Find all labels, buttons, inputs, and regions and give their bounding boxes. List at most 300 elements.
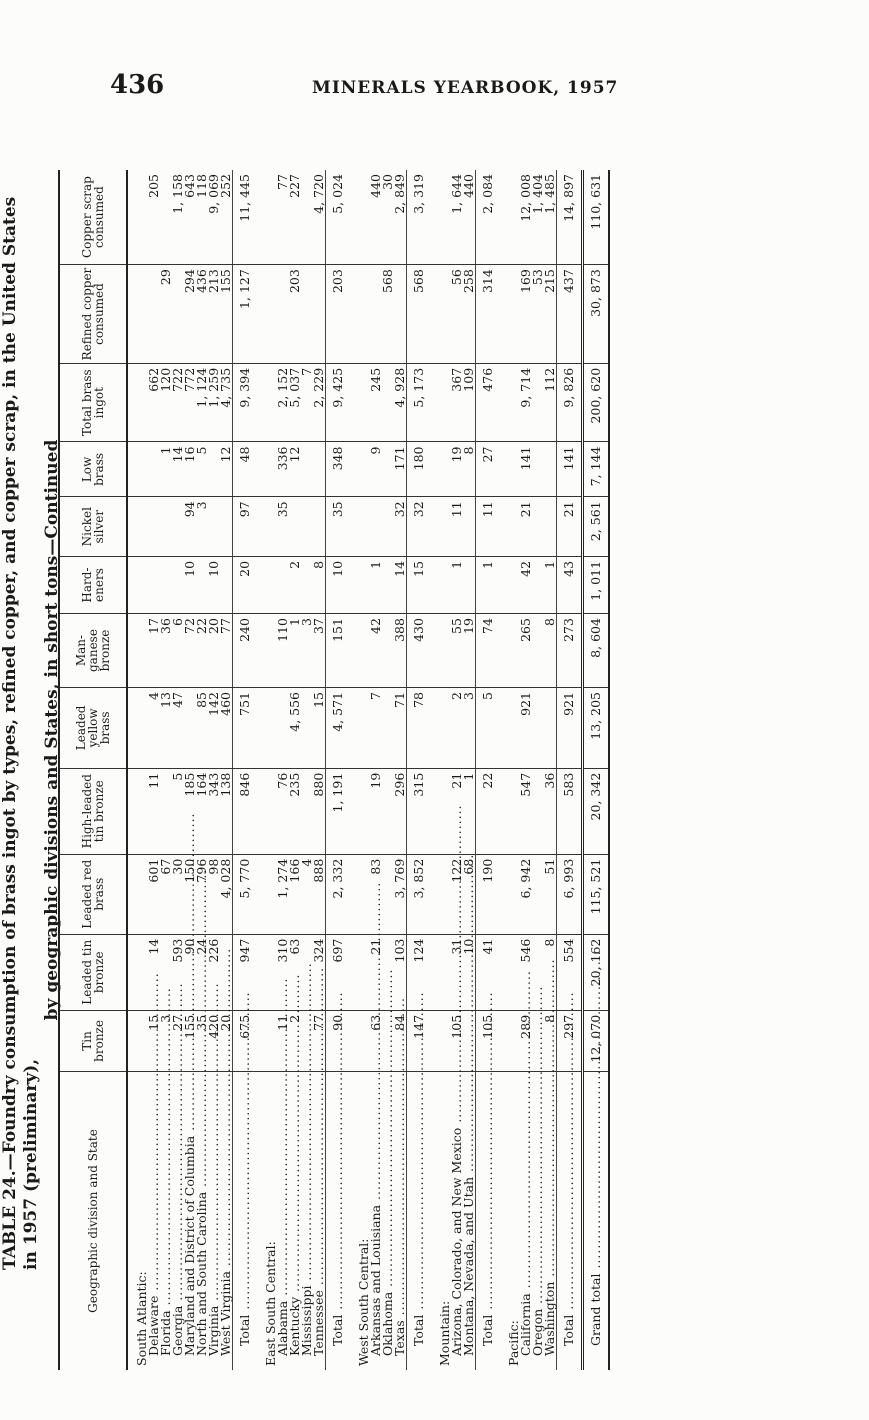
value-cell: 16	[184, 442, 196, 497]
value-cell: 796	[196, 854, 208, 934]
label-cell	[326, 1072, 351, 1371]
value-cell: 47	[172, 687, 184, 768]
value-cell: 67	[160, 854, 172, 934]
value-cell: 77	[220, 614, 233, 688]
value-cell: 22	[476, 768, 501, 854]
value-cell: 2, 561	[583, 497, 610, 557]
value-cell: 11, 445	[233, 170, 258, 265]
consumption-table	[58, 170, 610, 1370]
value-cell: 601	[148, 854, 160, 934]
value-cell: 14	[148, 934, 160, 1010]
value-cell: 880	[313, 768, 326, 854]
row-label: North and South Carolina .....	[196, 1086, 208, 1366]
value-cell	[257, 934, 277, 1010]
value-cell: 2, 332	[326, 854, 351, 934]
value-cell	[127, 1010, 148, 1071]
value-cell: 20	[220, 1010, 233, 1071]
total-row	[233, 170, 258, 1370]
value-cell: 430	[407, 614, 432, 688]
row-label: Delaware .....	[148, 1086, 160, 1366]
division-header-row	[127, 170, 148, 1370]
value-cell: 32	[394, 497, 407, 557]
value-cell: 1	[289, 614, 301, 688]
value-cell: 155	[220, 265, 233, 364]
column-header: Hard-eners	[59, 556, 127, 613]
value-cell: 4, 735	[220, 363, 233, 442]
value-cell: 14, 897	[557, 170, 583, 265]
value-cell: 3	[196, 497, 208, 557]
row-label: Alabama .....	[277, 1086, 289, 1366]
value-cell: 1	[370, 556, 382, 613]
value-cell: 14	[394, 556, 407, 613]
value-cell	[350, 687, 370, 768]
value-cell	[532, 442, 544, 497]
value-cell	[431, 170, 451, 265]
value-cell: 440	[463, 170, 476, 265]
value-cell: 115, 521	[583, 854, 610, 934]
value-cell: 6, 942	[520, 854, 532, 934]
value-cell	[257, 497, 277, 557]
value-cell	[544, 497, 557, 557]
value-cell: 227	[289, 170, 301, 265]
value-cell: 5, 037	[289, 363, 301, 442]
value-cell: 15	[407, 556, 432, 613]
value-cell: 245	[370, 363, 382, 442]
value-cell: 3	[463, 687, 476, 768]
value-cell: 324	[313, 934, 326, 1010]
value-cell: 12, 070	[583, 1010, 610, 1071]
value-cell	[431, 363, 451, 442]
value-cell: 8	[544, 614, 557, 688]
value-cell: 29	[160, 265, 172, 364]
value-cell: 1, 404	[532, 170, 544, 265]
value-cell: 568	[407, 265, 432, 364]
value-cell: 8, 604	[583, 614, 610, 688]
row-label: West South Central:	[356, 1238, 371, 1366]
value-cell: 122	[451, 854, 463, 934]
value-cell	[350, 614, 370, 688]
caption-line-2: by geographic divisions and States, in short tons—Continued	[42, 439, 62, 1021]
value-cell: 21	[370, 934, 382, 1010]
value-cell: 388	[394, 614, 407, 688]
value-cell: 336	[277, 442, 289, 497]
value-cell: 19	[451, 442, 463, 497]
value-cell	[127, 768, 148, 854]
value-cell: 476	[476, 363, 501, 442]
row-label: Total .....	[413, 1076, 425, 1366]
value-cell	[257, 854, 277, 934]
value-cell	[350, 1010, 370, 1071]
label-cell	[233, 1072, 258, 1371]
value-cell: 9, 714	[520, 363, 532, 442]
value-cell: 5, 024	[326, 170, 351, 265]
value-cell: 10	[208, 556, 220, 613]
value-cell: 8	[544, 934, 557, 1010]
value-cell: 593	[172, 934, 184, 1010]
value-cell: 120	[160, 363, 172, 442]
caption-line-1: TABLE 24.—Foundry consumption of brass ingot by types, refined copper, and copper scrap, in the United States in 1957 (preliminary),	[0, 196, 41, 1270]
value-cell: 84	[394, 1010, 407, 1071]
total-row	[326, 170, 351, 1370]
value-cell: 9, 826	[557, 363, 583, 442]
value-cell: 273	[557, 614, 583, 688]
value-cell: 83	[370, 854, 382, 934]
value-cell: 180	[407, 442, 432, 497]
value-cell: 921	[557, 687, 583, 768]
value-cell: 90	[184, 934, 196, 1010]
value-cell: 151	[326, 614, 351, 688]
value-cell: 150	[184, 854, 196, 934]
value-cell: 2, 084	[476, 170, 501, 265]
total-row	[407, 170, 432, 1370]
value-cell: 437	[557, 265, 583, 364]
value-cell: 4	[301, 854, 313, 934]
value-cell: 36	[544, 768, 557, 854]
value-cell: 8	[544, 1010, 557, 1071]
value-cell	[127, 497, 148, 557]
value-cell	[257, 1010, 277, 1071]
value-cell	[431, 497, 451, 557]
row-label: Florida .....	[160, 1086, 172, 1366]
value-cell: 90	[326, 1010, 351, 1071]
value-cell: 9, 394	[233, 363, 258, 442]
value-cell: 7	[301, 363, 313, 442]
value-cell: 846	[233, 768, 258, 854]
value-cell: 110, 631	[583, 170, 610, 265]
row-label: Georgia .....	[172, 1086, 184, 1366]
value-cell	[431, 556, 451, 613]
value-cell: 13, 205	[583, 687, 610, 768]
value-cell: 35	[277, 497, 289, 557]
value-cell	[160, 556, 172, 613]
value-cell: 1, 644	[451, 170, 463, 265]
label-cell	[127, 1072, 148, 1371]
value-cell: 310	[277, 934, 289, 1010]
value-cell	[148, 556, 160, 613]
value-cell	[127, 854, 148, 934]
value-cell	[313, 265, 326, 364]
division-header-row	[500, 170, 520, 1370]
table-caption	[0, 190, 63, 1270]
value-cell: 289	[520, 1010, 532, 1071]
column-header: Copper scrap consumed	[59, 170, 127, 265]
value-cell: 5, 770	[233, 854, 258, 934]
value-cell	[257, 687, 277, 768]
value-cell: 3	[160, 1010, 172, 1071]
value-cell: 296	[394, 768, 407, 854]
value-cell: 31	[451, 934, 463, 1010]
value-cell: 74	[476, 614, 501, 688]
label-cell	[583, 1072, 610, 1371]
row-label: Total .....	[563, 1076, 575, 1366]
value-cell	[301, 265, 313, 364]
row-label: Oregon .....	[532, 1086, 544, 1366]
value-cell: 21	[451, 768, 463, 854]
value-cell: 1	[476, 556, 501, 613]
value-cell	[160, 768, 172, 854]
value-cell: 675	[233, 1010, 258, 1071]
value-cell	[544, 442, 557, 497]
value-cell	[220, 497, 233, 557]
value-cell: 9, 069	[208, 170, 220, 265]
value-cell: 2, 152	[277, 363, 289, 442]
value-cell: 27	[476, 442, 501, 497]
value-cell: 19	[463, 614, 476, 688]
value-cell: 1, 011	[583, 556, 610, 613]
value-cell: 662	[148, 363, 160, 442]
value-cell: 12	[220, 442, 233, 497]
value-cell: 921	[520, 687, 532, 768]
total-row	[557, 170, 583, 1370]
value-cell: 1, 124	[196, 363, 208, 442]
row-label: Arizona, Colorado, and New Mexico .....	[451, 1086, 463, 1366]
value-cell: 12	[289, 442, 301, 497]
value-cell: 20, 342	[583, 768, 610, 854]
value-cell	[431, 614, 451, 688]
row-label: Grand total .....	[590, 1076, 602, 1366]
value-cell: 166	[289, 854, 301, 934]
value-cell: 252	[220, 170, 233, 265]
value-cell: 547	[520, 768, 532, 854]
row-label: Pacific:	[506, 1320, 521, 1366]
value-cell: 4, 720	[313, 170, 326, 265]
value-cell: 265	[520, 614, 532, 688]
value-cell	[127, 687, 148, 768]
value-cell: 138	[220, 768, 233, 854]
value-cell: 15	[148, 1010, 160, 1071]
value-cell: 240	[233, 614, 258, 688]
value-cell: 147	[407, 1010, 432, 1071]
value-cell: 947	[233, 934, 258, 1010]
value-cell: 348	[326, 442, 351, 497]
running-head: MINERALS YEARBOOK, 1957	[312, 78, 619, 98]
value-cell	[431, 1010, 451, 1071]
value-cell: 367	[451, 363, 463, 442]
value-cell: 48	[233, 442, 258, 497]
value-cell	[160, 497, 172, 557]
value-cell: 21	[520, 497, 532, 557]
value-cell: 460	[220, 687, 233, 768]
value-cell: 27	[172, 1010, 184, 1071]
value-cell: 19	[370, 768, 382, 854]
value-cell: 185	[184, 768, 196, 854]
row-label: West Virginia .....	[220, 1086, 232, 1366]
value-cell	[500, 363, 520, 442]
value-cell: 110	[277, 614, 289, 688]
value-cell: 436	[196, 265, 208, 364]
value-cell: 5, 173	[407, 363, 432, 442]
value-cell	[350, 442, 370, 497]
value-cell: 41	[476, 934, 501, 1010]
column-header: Tin bronze	[59, 1010, 127, 1071]
row-label: Texas .....	[394, 1086, 406, 1366]
value-cell: 68	[463, 854, 476, 934]
value-cell	[350, 768, 370, 854]
value-cell	[127, 265, 148, 364]
value-cell	[463, 556, 476, 613]
label-cell	[407, 1072, 432, 1371]
value-cell: 213	[208, 265, 220, 364]
value-cell: 1, 158	[172, 170, 184, 265]
value-cell: 109	[463, 363, 476, 442]
row-label: Arkansas and Louisiana .....	[370, 1086, 382, 1366]
value-cell	[370, 497, 382, 557]
value-cell: 1, 191	[326, 768, 351, 854]
value-cell	[313, 442, 326, 497]
value-cell: 105	[451, 1010, 463, 1071]
value-cell: 2, 849	[394, 170, 407, 265]
value-cell: 35	[326, 497, 351, 557]
value-cell	[257, 363, 277, 442]
value-cell: 568	[382, 265, 394, 364]
value-cell: 643	[184, 170, 196, 265]
value-cell: 1, 274	[277, 854, 289, 934]
value-cell	[500, 1010, 520, 1071]
row-label: Montana, Nevada, and Utah .....	[463, 1086, 475, 1366]
label-cell	[257, 1072, 277, 1371]
value-cell: 15	[313, 687, 326, 768]
label-cell	[313, 1072, 326, 1371]
value-cell: 7	[370, 687, 382, 768]
table-row	[313, 170, 326, 1370]
value-cell: 5	[476, 687, 501, 768]
value-cell: 63	[289, 934, 301, 1010]
label-cell	[500, 1072, 520, 1371]
value-cell: 8	[463, 442, 476, 497]
value-cell	[350, 363, 370, 442]
column-header: Man-ganese bronze	[59, 614, 127, 688]
value-cell	[532, 687, 544, 768]
label-cell	[431, 1072, 451, 1371]
value-cell: 20, 162	[583, 934, 610, 1010]
column-header: Total brass ingot	[59, 363, 127, 442]
column-header: Leaded yellow brass	[59, 687, 127, 768]
column-header: Leaded red brass	[59, 854, 127, 934]
value-cell: 235	[289, 768, 301, 854]
value-cell: 1	[160, 442, 172, 497]
value-cell: 6	[172, 614, 184, 688]
value-cell	[500, 170, 520, 265]
value-cell	[532, 497, 544, 557]
division-header-row	[431, 170, 451, 1370]
value-cell: 190	[476, 854, 501, 934]
rotated-table-block	[0, 170, 680, 1420]
table-row	[220, 170, 233, 1370]
value-cell	[500, 442, 520, 497]
row-label: Washington .....	[544, 1086, 556, 1366]
value-cell: 8	[313, 556, 326, 613]
value-cell	[431, 265, 451, 364]
row-label: Oklahoma .....	[382, 1086, 394, 1366]
value-cell: 226	[208, 934, 220, 1010]
value-cell: 14	[172, 442, 184, 497]
label-cell	[394, 1072, 407, 1371]
row-label: Virginia .....	[208, 1086, 220, 1366]
value-cell	[127, 363, 148, 442]
value-cell: 20	[208, 614, 220, 688]
value-cell: 1, 127	[233, 265, 258, 364]
value-cell: 258	[463, 265, 476, 364]
row-label: South Atlantic:	[134, 1271, 149, 1366]
value-cell: 4, 556	[289, 687, 301, 768]
value-cell	[500, 265, 520, 364]
value-cell: 772	[184, 363, 196, 442]
value-cell	[431, 442, 451, 497]
value-cell: 583	[557, 768, 583, 854]
value-cell: 30	[172, 854, 184, 934]
value-cell: 888	[313, 854, 326, 934]
value-cell: 2	[289, 556, 301, 613]
label-cell	[350, 1072, 370, 1371]
value-cell	[289, 497, 301, 557]
value-cell: 112	[544, 363, 557, 442]
value-cell: 3, 769	[394, 854, 407, 934]
value-cell	[500, 687, 520, 768]
value-cell: 4, 028	[220, 854, 233, 934]
value-cell: 30, 873	[583, 265, 610, 364]
value-cell	[127, 442, 148, 497]
column-header: Geographic division and State	[59, 1072, 127, 1371]
value-cell	[127, 614, 148, 688]
value-cell	[500, 854, 520, 934]
value-cell: 22	[196, 614, 208, 688]
value-cell: 200, 620	[583, 363, 610, 442]
division-header-row	[257, 170, 277, 1370]
value-cell: 9	[370, 442, 382, 497]
value-cell: 10	[184, 556, 196, 613]
value-cell	[463, 497, 476, 557]
value-cell	[127, 556, 148, 613]
value-cell: 5	[172, 768, 184, 854]
value-cell: 203	[289, 265, 301, 364]
value-cell: 51	[544, 854, 557, 934]
value-cell: 24	[196, 934, 208, 1010]
value-cell	[208, 497, 220, 557]
value-cell: 315	[407, 768, 432, 854]
row-label: Mississippi .....	[301, 1086, 313, 1366]
value-cell: 169	[520, 265, 532, 364]
row-label: Mountain:	[437, 1300, 452, 1366]
column-header: Leaded tin bronze	[59, 934, 127, 1010]
value-cell: 141	[520, 442, 532, 497]
row-label: East South Central:	[263, 1241, 278, 1366]
value-cell	[220, 556, 233, 613]
value-cell: 722	[172, 363, 184, 442]
value-cell	[257, 614, 277, 688]
row-label: Maryland and District of Columbia .....	[184, 1086, 196, 1366]
value-cell	[500, 556, 520, 613]
value-cell	[127, 170, 148, 265]
value-cell	[431, 687, 451, 768]
value-cell: 1	[451, 556, 463, 613]
row-label: Total .....	[482, 1076, 494, 1366]
value-cell: 4, 571	[326, 687, 351, 768]
row-label: California .....	[520, 1086, 532, 1366]
value-cell	[500, 614, 520, 688]
label-cell	[463, 1072, 476, 1371]
value-cell: 164	[196, 768, 208, 854]
value-cell: 30	[382, 170, 394, 265]
value-cell	[500, 934, 520, 1010]
value-cell: 35	[196, 1010, 208, 1071]
value-cell: 97	[233, 497, 258, 557]
value-cell	[148, 497, 160, 557]
value-cell: 118	[196, 170, 208, 265]
value-cell: 4	[148, 687, 160, 768]
value-cell: 94	[184, 497, 196, 557]
table-body	[127, 170, 609, 1370]
value-cell: 42	[370, 614, 382, 688]
